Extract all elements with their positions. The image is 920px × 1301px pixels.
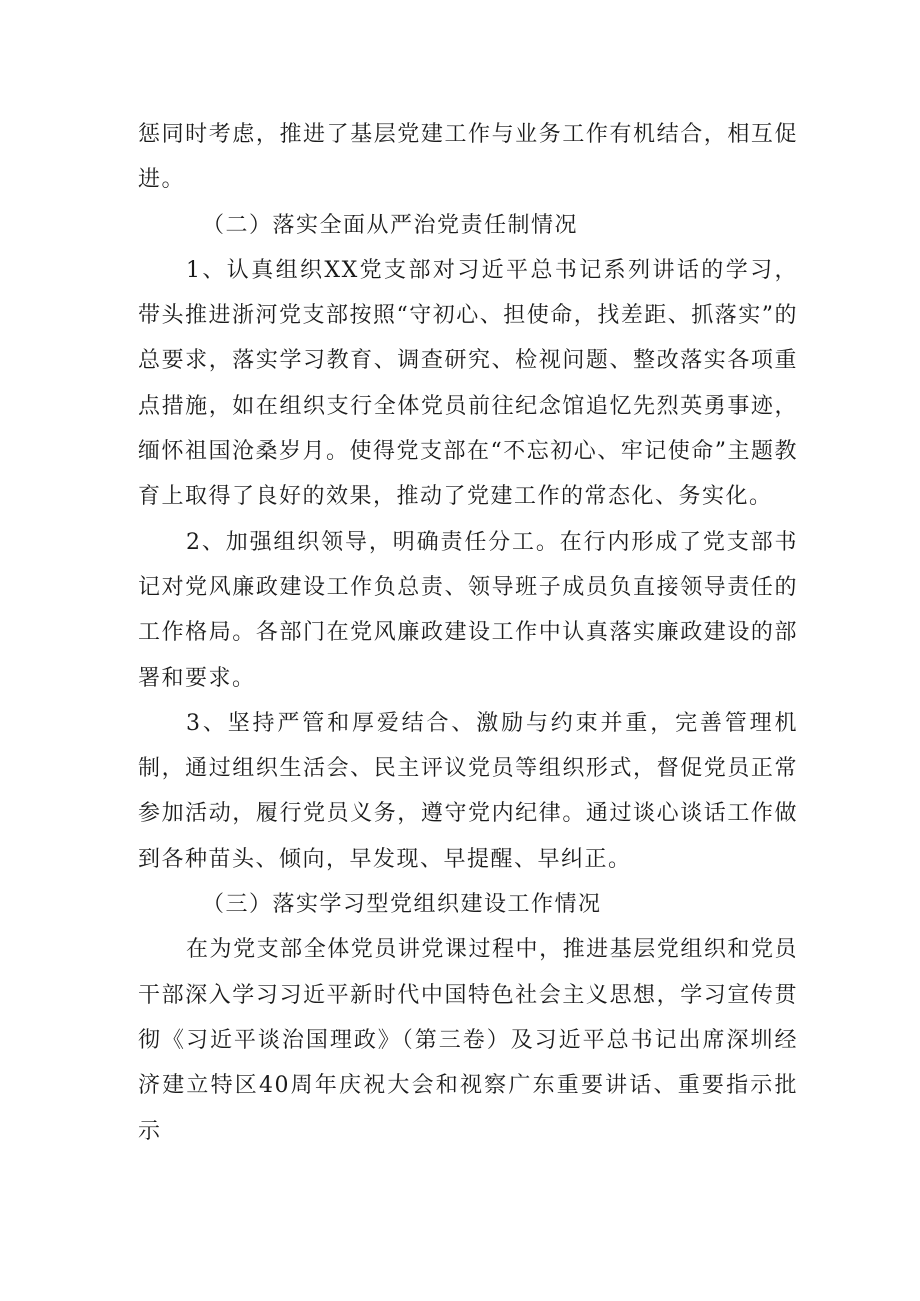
body-paragraph-4: 在为党支部全体党员讲党课过程中，推进基层党组织和党员干部深入学习习近平新时代中国特色社会主义思想，学习宣传贯彻《习近平谈治国理政》（第三卷）及习近平总书记出席深圳经济建立特区40周年庆祝大会和视察广东重要讲话、重要指示批示	[138, 937, 798, 1144]
continuation-paragraph: 惩同时考虑，推进了基层党建工作与业务工作有机结合，相互促进。	[138, 122, 798, 193]
section-heading-three: （三）落实学习型党组织建设工作情况	[202, 892, 602, 918]
body-paragraph-3: 3、坚持严管和厚爱结合、激励与约束并重，完善管理机制，通过组织生活会、民主评议党员等组织形式，督促党员正常参加活动，履行党员义务，遵守党内纪律。通过谈心谈话工作做到各种苗头、倾向，早发现、早提醒、早纠正。	[138, 710, 798, 872]
body-paragraph-1: 1、认真组织XX党支部对习近平总书记系列讲话的学习，带头推进浙河党支部按照“守初心、担使命，找差距、抓落实”的总要求，落实学习教育、调查研究、检视问题、整改落实各项重点措施，如在组织支行全体党员前往纪念馆追忆先烈英勇事迹，缅怀祖国沧桑岁月。使得党支部在“不忘初心、牢记使命”主题教育上取得了良好的效果，推动了党建工作的常态化、务实化。	[138, 257, 798, 510]
body-paragraph-2: 2、加强组织领导，明确责任分工。在行内形成了党支部书记对党风廉政建设工作负总责、领导班子成员负直接领导责任的工作格局。各部门在党风廉政建设工作中认真落实廉政建设的部署和要求。	[138, 529, 798, 691]
document-body	[138, 112, 798, 1154]
section-heading-two: （二）落实全面从严治党责任制情况	[202, 212, 579, 238]
